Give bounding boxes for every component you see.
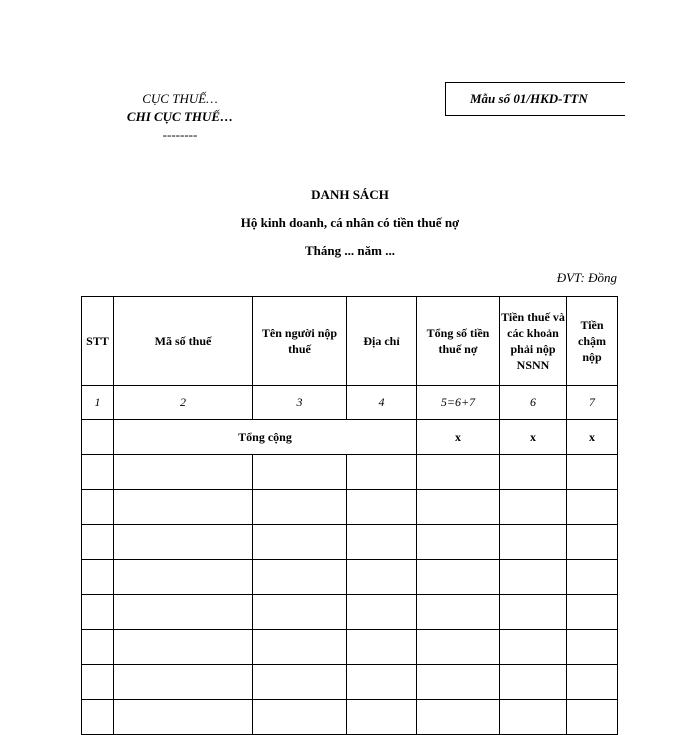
- table-cell: [82, 560, 114, 595]
- total-blank-cell: [82, 420, 114, 455]
- document-period: Tháng ... năm ...: [305, 243, 395, 258]
- column-number: 6: [500, 386, 567, 420]
- total-row: [82, 420, 618, 455]
- table-cell: [567, 630, 618, 665]
- table-cell: [417, 665, 500, 700]
- column-number: 2: [114, 386, 253, 420]
- table-cell: [114, 560, 253, 595]
- table-cell: [253, 490, 347, 525]
- report-table: [81, 296, 618, 735]
- table-cell: [567, 525, 618, 560]
- header-cell: Tiền thuế và các khoản phải nộp NSNN: [500, 297, 567, 386]
- table-cell: [253, 560, 347, 595]
- table-cell: [500, 595, 567, 630]
- table-cell: [253, 595, 347, 630]
- table-cell: [253, 525, 347, 560]
- table-row: [82, 490, 618, 525]
- column-number: 1: [82, 386, 114, 420]
- table-cell: [347, 560, 417, 595]
- column-number: 3: [253, 386, 347, 420]
- table-cell: [417, 525, 500, 560]
- header-cell: Tiền chậm nộp: [567, 297, 618, 386]
- column-number-row: [82, 386, 618, 420]
- table-cell: [500, 560, 567, 595]
- header-cell: Địa chỉ: [347, 297, 417, 386]
- header-cell: STT: [82, 297, 114, 386]
- table-cell: [82, 630, 114, 665]
- table-cell: [417, 490, 500, 525]
- table-cell: [114, 595, 253, 630]
- document-titles: [0, 187, 700, 271]
- table-cell: [253, 700, 347, 735]
- table-row: [82, 455, 618, 490]
- table-cell: [253, 630, 347, 665]
- table-cell: [417, 455, 500, 490]
- table-cell: [567, 490, 618, 525]
- issuing-agency: [100, 90, 260, 144]
- table-row: [82, 665, 618, 700]
- table-row: [82, 595, 618, 630]
- table-cell: [82, 490, 114, 525]
- header-row: [82, 297, 618, 386]
- table-cell: [417, 595, 500, 630]
- form-code: Mẫu số 01/HKD-TTN: [470, 91, 588, 106]
- header-cell: Tên người nộp thuế: [253, 297, 347, 386]
- total-mark: x: [500, 420, 567, 455]
- total-label: Tổng cộng: [114, 420, 417, 455]
- table-cell: [567, 595, 618, 630]
- agency-line-2: CHI CỤC THUẾ…: [126, 109, 234, 124]
- agency-line-1: CỤC THUẾ…: [142, 91, 218, 106]
- table-row: [82, 630, 618, 665]
- table-cell: [567, 455, 618, 490]
- table-cell: [347, 595, 417, 630]
- table-cell: [82, 665, 114, 700]
- total-mark: x: [567, 420, 618, 455]
- table-cell: [567, 560, 618, 595]
- header-cell: Mã số thuế: [114, 297, 253, 386]
- table-cell: [567, 700, 618, 735]
- table-cell: [500, 665, 567, 700]
- table-row: [82, 525, 618, 560]
- column-number: 7: [567, 386, 618, 420]
- table-cell: [82, 700, 114, 735]
- table-cell: [500, 490, 567, 525]
- column-number: 5=6+7: [417, 386, 500, 420]
- total-mark: x: [417, 420, 500, 455]
- header-cell: Tổng số tiền thuế nợ: [417, 297, 500, 386]
- table-cell: [347, 630, 417, 665]
- table-cell: [347, 455, 417, 490]
- table-cell: [253, 665, 347, 700]
- table-cell: [114, 455, 253, 490]
- table-cell: [567, 665, 618, 700]
- table-cell: [114, 665, 253, 700]
- table-cell: [82, 525, 114, 560]
- form-code-box: [445, 82, 625, 116]
- table-cell: [500, 455, 567, 490]
- table-row: [82, 560, 618, 595]
- table-cell: [347, 490, 417, 525]
- table-cell: [347, 700, 417, 735]
- table-cell: [82, 595, 114, 630]
- table-cell: [417, 560, 500, 595]
- table-cell: [82, 455, 114, 490]
- table-cell: [347, 525, 417, 560]
- table-cell: [417, 700, 500, 735]
- column-number: 4: [347, 386, 417, 420]
- table-cell: [500, 630, 567, 665]
- currency-unit: ĐVT: Đồng: [556, 270, 617, 285]
- table-cell: [114, 525, 253, 560]
- table-cell: [253, 455, 347, 490]
- table-cell: [417, 630, 500, 665]
- agency-rule: --------: [162, 127, 198, 142]
- table-cell: [114, 490, 253, 525]
- table-cell: [114, 630, 253, 665]
- document-title: DANH SÁCH: [311, 187, 389, 202]
- table-cell: [500, 700, 567, 735]
- document-subtitle: Hộ kinh doanh, cá nhân có tiền thuế nợ: [240, 215, 460, 230]
- table-cell: [500, 525, 567, 560]
- table-cell: [347, 665, 417, 700]
- table-cell: [114, 700, 253, 735]
- table-row: [82, 700, 618, 735]
